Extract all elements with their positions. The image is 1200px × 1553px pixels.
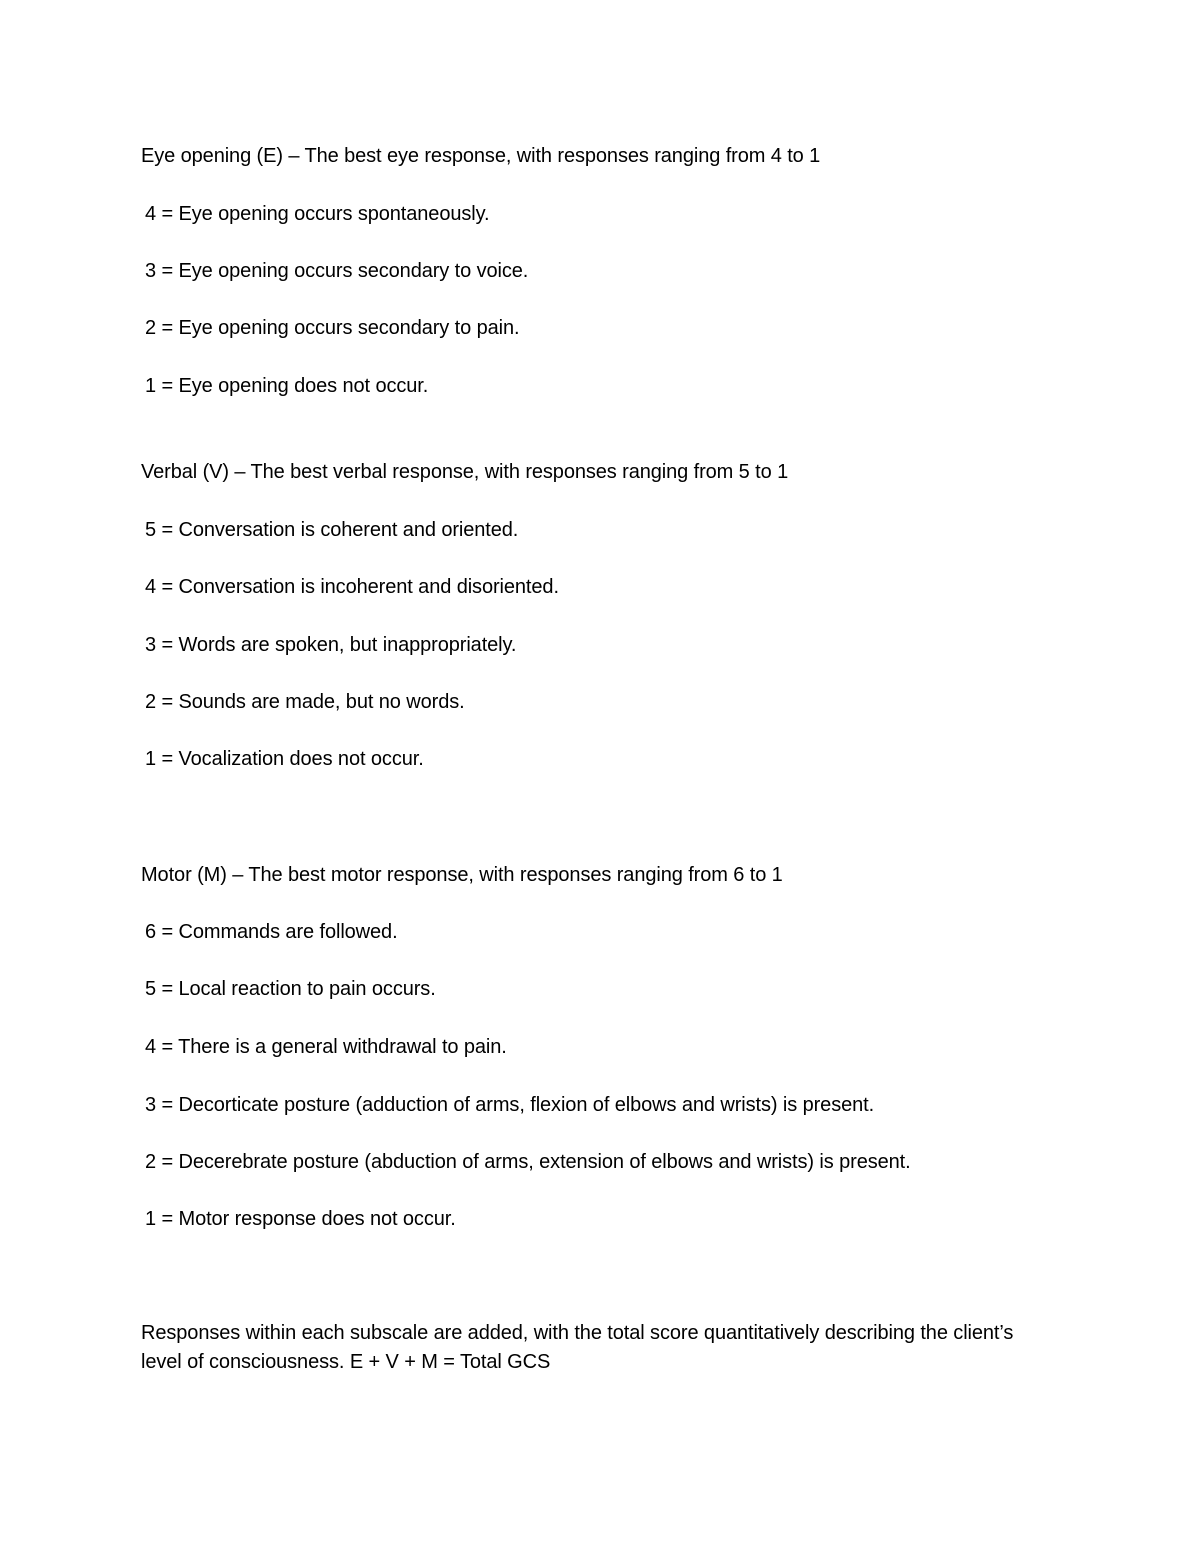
verbal-heading: Verbal (V) – The best verbal response, with responses ranging from 5 to 1 bbox=[141, 461, 789, 483]
motor-item-3: 3 = Decorticate posture (adduction of arms, flexion of elbows and wrists) is present. bbox=[145, 1094, 875, 1116]
eye-item-4: 4 = Eye opening occurs spontaneously. bbox=[145, 203, 490, 225]
motor-heading: Motor (M) – The best motor response, with responses ranging from 6 to 1 bbox=[141, 864, 783, 886]
summary-paragraph: Responses within each subscale are added, with the total score quantitatively describing the client’s level of consciousness. E + V + M = Total GCS bbox=[141, 1322, 1014, 1373]
verbal-item-4: 4 = Conversation is incoherent and disoriented. bbox=[145, 576, 559, 598]
verbal-item-2: 2 = Sounds are made, but no words. bbox=[145, 691, 465, 713]
eye-item-3: 3 = Eye opening occurs secondary to voice. bbox=[145, 260, 529, 282]
motor-item-4: 4 = There is a general withdrawal to pain. bbox=[145, 1036, 507, 1058]
verbal-item-5: 5 = Conversation is coherent and oriented. bbox=[145, 519, 519, 541]
motor-item-1: 1 = Motor response does not occur. bbox=[145, 1208, 456, 1230]
motor-item-2: 2 = Decerebrate posture (abduction of arms, extension of elbows and wrists) is present. bbox=[145, 1151, 911, 1173]
eye-item-1: 1 = Eye opening does not occur. bbox=[145, 375, 429, 397]
motor-item-5: 5 = Local reaction to pain occurs. bbox=[145, 978, 436, 1000]
motor-item-6: 6 = Commands are followed. bbox=[145, 921, 398, 943]
eye-item-2: 2 = Eye opening occurs secondary to pain. bbox=[145, 317, 520, 339]
verbal-item-1: 1 = Vocalization does not occur. bbox=[145, 748, 424, 770]
eye-opening-heading: Eye opening (E) – The best eye response, with responses ranging from 4 to 1 bbox=[141, 145, 821, 167]
verbal-item-3: 3 = Words are spoken, but inappropriately. bbox=[145, 634, 517, 656]
